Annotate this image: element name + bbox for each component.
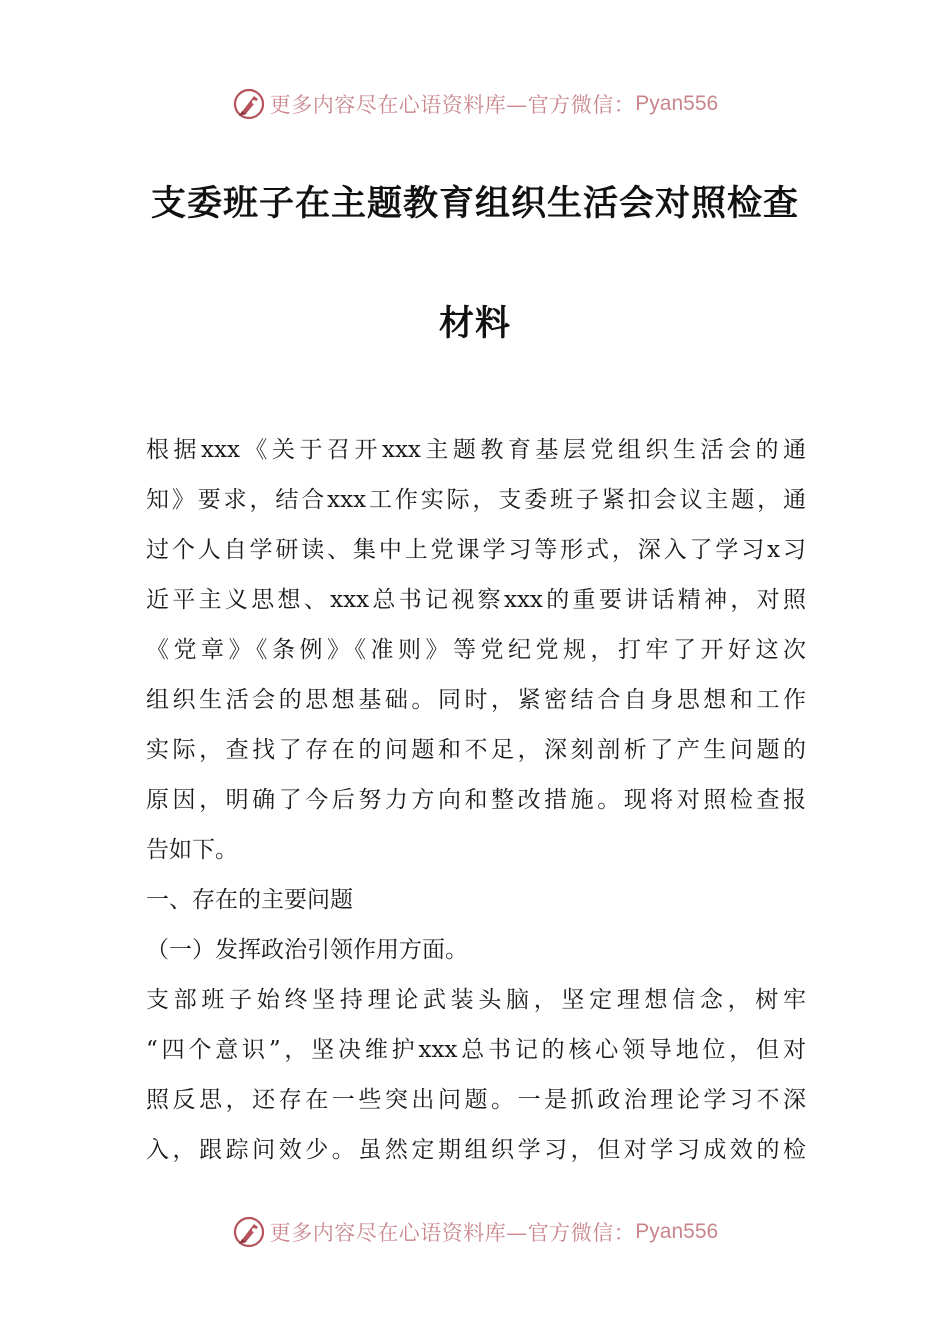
footer-wechat-id: Pyan556 <box>635 1220 719 1243</box>
body-line: 入，跟踪问效少。虽然定期组织学习，但对学习成效的检 <box>146 1137 806 1163</box>
section-heading: 一、存在的主要问题 <box>146 887 353 913</box>
body-line: 近平主义思想、xxx总书记视察xxx的重要讲话精神，对照 <box>146 587 806 613</box>
body-line: “四个意识”，坚决维护xxx总书记的核心领导地位，但对 <box>146 1037 806 1063</box>
body-line: 实际，查找了存在的问题和不足，深刻剖析了产生问题的 <box>146 737 806 763</box>
footer-banner <box>0 1212 950 1252</box>
body-line: 《党章》《条例》《准则》等党纪党规，打牢了开好这次 <box>146 637 806 663</box>
body-line: 过个人自学研读、集中上党课学习等形式，深入了学习x习 <box>146 537 806 563</box>
body-line: 知》要求，结合xxx工作实际，支委班子紧扣会议主题，通 <box>146 487 806 513</box>
body-line: 照反思，还存在一些突出问题。一是抓政治理论学习不深 <box>146 1087 806 1113</box>
footer-banner-text: 更多内容尽在心语资料库—官方微信： <box>269 1221 636 1245</box>
header-banner <box>0 84 950 124</box>
pen-nib-logo-icon <box>232 1215 266 1249</box>
body-line: 支部班子始终坚持理论武装头脑，坚定理想信念，树牢 <box>146 987 806 1013</box>
body-line: 告如下。 <box>146 837 238 863</box>
body-line: 根据xxx《关于召开xxx主题教育基层党组织生活会的通 <box>146 437 806 463</box>
body-line: 原因，明确了今后努力方向和整改措施。现将对照检查报 <box>146 787 806 813</box>
document-body <box>146 425 806 1175</box>
document-title-line-1: 支委班子在主题教育组织生活会对照检查 <box>150 184 799 224</box>
header-banner-text: 更多内容尽在心语资料库—官方微信： <box>269 93 636 117</box>
subsection-heading: （一）发挥政治引领作用方面。 <box>146 937 468 963</box>
body-line: 组织生活会的思想基础。同时，紧密结合自身思想和工作 <box>146 687 806 713</box>
pen-nib-logo-icon <box>232 87 266 121</box>
header-wechat-id: Pyan556 <box>635 92 719 115</box>
document-title-line-2: 材料 <box>438 304 511 344</box>
